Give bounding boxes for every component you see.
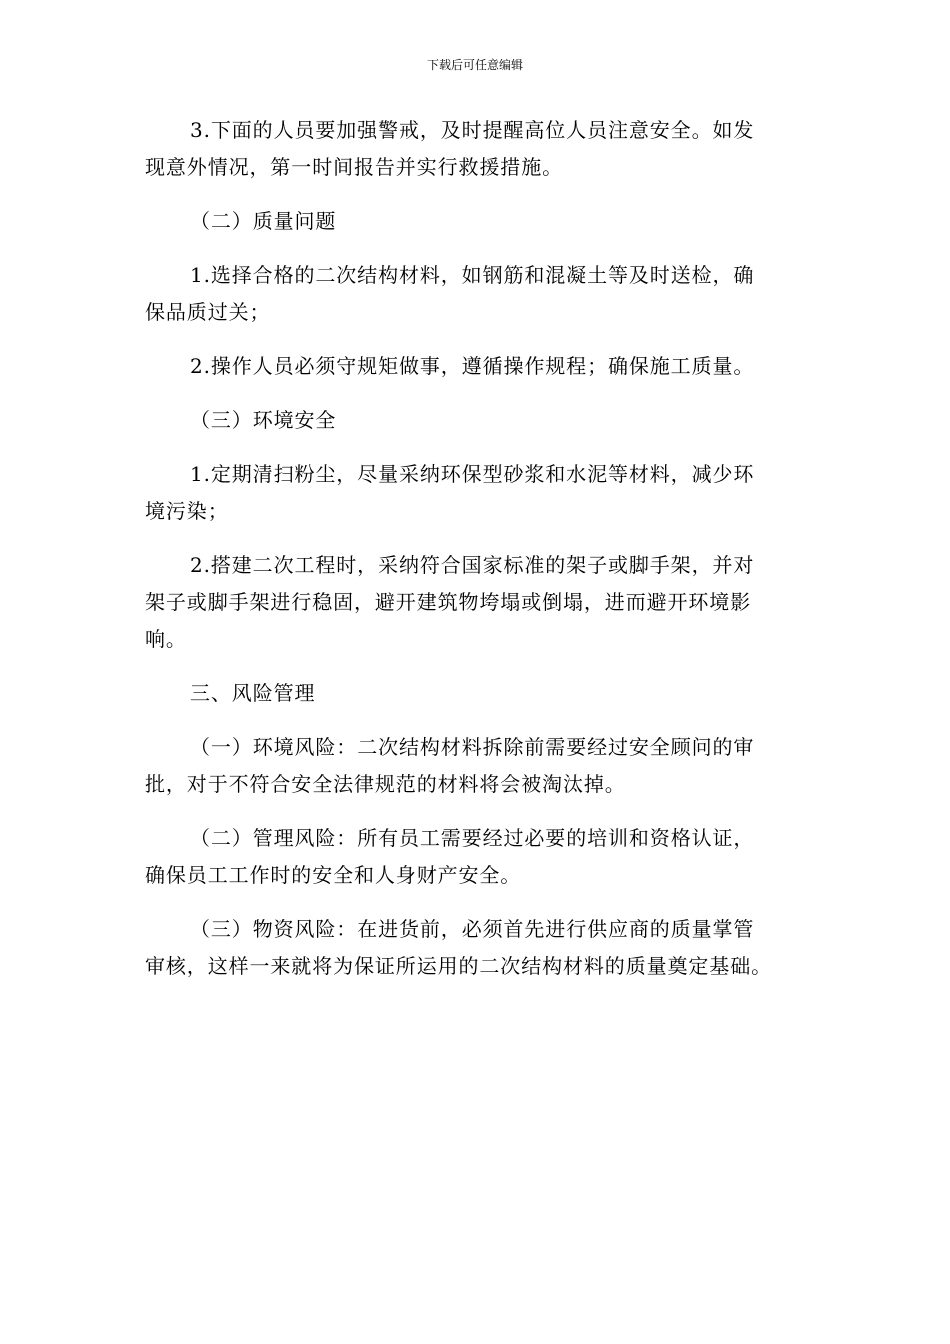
paragraph-quality-2: 2.操作人员必须守规矩做事，遵循操作规程；确保施工质量。 [190, 354, 755, 378]
heading-risk-management: 三、风险管理 [190, 681, 316, 705]
paragraph-safety-warning: 3.下面的人员要加强警戒，及时提醒高位人员注意安全。如发 现意外情况，第一时间报告并实行救援措施。 [145, 118, 755, 179]
document-body [145, 112, 805, 1002]
paragraph-quality-1: 1.选择合格的二次结构材料，如钢筋和混凝土等及时送检，确 保品质过关； [145, 263, 755, 324]
paragraph-environment-1: 1.定期清扫粉尘，尽量采纳环保型砂浆和水泥等材料，减少环 境污染； [145, 462, 755, 523]
heading-environment-safety: （三）环境安全 [190, 408, 337, 432]
paragraph-material-risk: （三）物资风险：在进货前，必须首先进行供应商的质量掌管 审核，这样一来就将为保证所运用的二次结构材料的质量奠定基础。 [145, 917, 772, 978]
heading-quality-issues: （二）质量问题 [190, 209, 337, 233]
page-header: 下载后可任意编辑 [426, 58, 523, 72]
paragraph-environment-2: 2.搭建二次工程时，采纳符合国家标准的架子或脚手架，并对 架子或脚手架进行稳固，避开建筑物垮塌或倒塌，进而避开环境影 响。 [145, 553, 755, 651]
paragraph-environment-risk: （一）环境风险：二次结构材料拆除前需要经过安全顾问的审 批，对于不符合安全法律规范的材料将会被淘汰掉。 [145, 735, 755, 796]
paragraph-management-risk: （二）管理风险：所有员工需要经过必要的培训和资格认证， 确保员工工作时的安全和人身财产安全。 [145, 826, 755, 887]
